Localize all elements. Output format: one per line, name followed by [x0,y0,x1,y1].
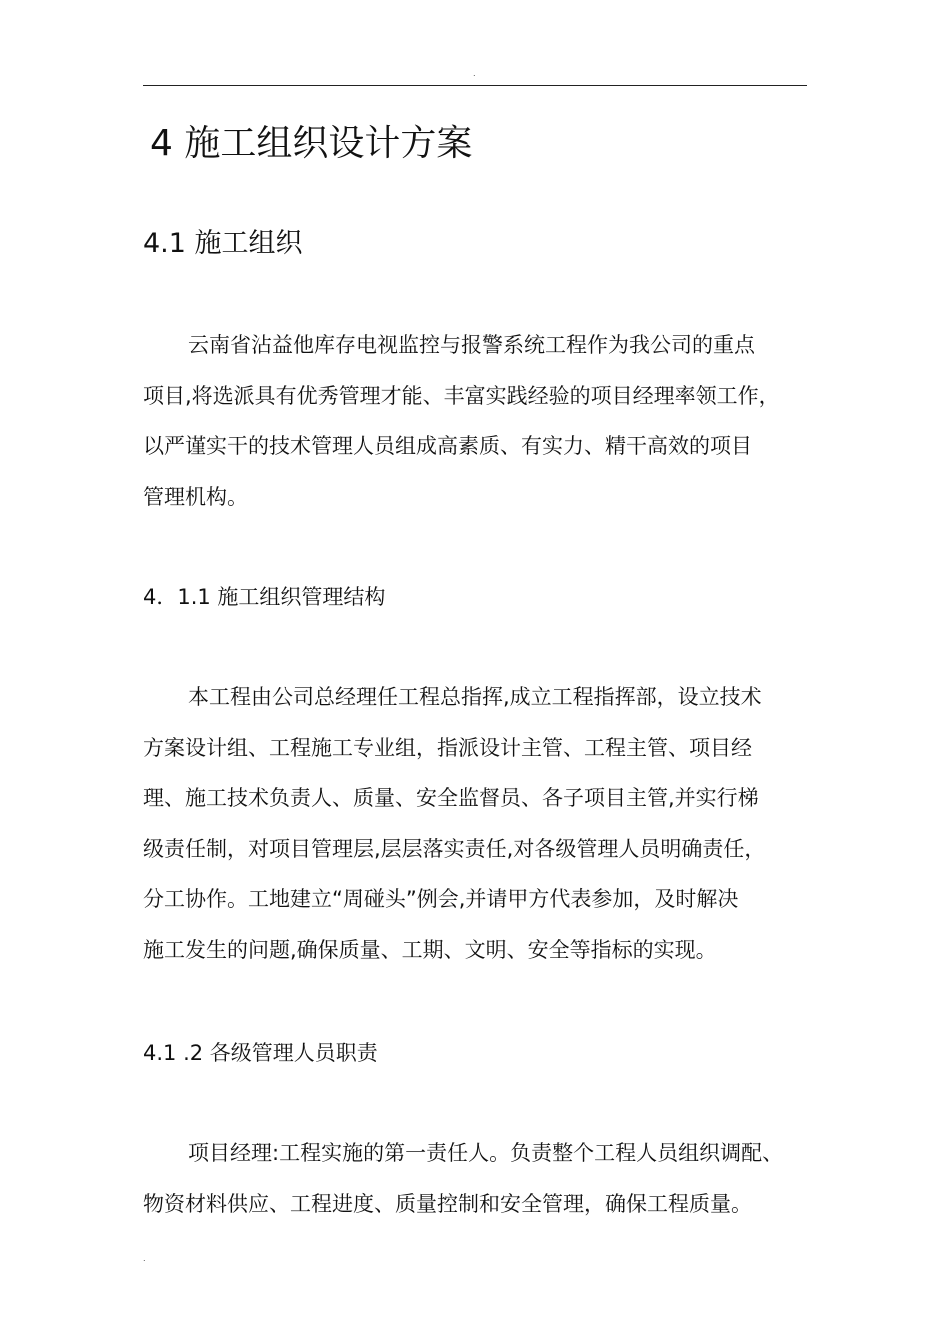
paragraph-line: 级责任制，对项目管理层,层层落实责任,对各级管理人员明确责任， [143,836,766,861]
paragraph-duties [143,1128,811,1229]
section-title: 4.1 施工组织 [143,228,303,259]
paragraph-line: 云南省沾益他库存电视监控与报警系统工程作为我公司的重点 [188,333,755,357]
paragraph-intro [143,320,811,522]
paragraph-line: 本工程由公司总经理任工程总指挥,成立工程指挥部，设立技术 [188,685,762,709]
paragraph-line: 理、施工技术负责人、质量、安全监督员、各子项目主管,并实行梯 [143,786,759,810]
subsection-title-4-1-2: 4.1 .2 各级管理人员职责 [143,1041,378,1065]
paragraph-line: 方案设计组、工程施工专业组，指派设计主管、工程主管、项目经 [143,735,752,760]
paragraph-line: 以严谨实干的技术管理人员组成高素质、有实力、精干高效的项目 [143,434,752,458]
header-rule [143,85,807,86]
paragraph-line: 分工协作。工地建立“周碰头”例会,并请甲方代表参加，及时解决 [143,887,739,911]
paragraph-line: 管理机构。 [143,484,248,509]
footer-mark: . [143,1254,146,1263]
paragraph-line: 项目经理:工程实施的第一责任人。负责整个工程人员组织调配、 [188,1141,784,1165]
paragraph-line: 项目,将选派具有优秀管理才能、丰富实践经验的项目经理率领工作， [143,383,780,408]
chapter-title: 4 施工组织设计方案 [150,123,473,164]
paragraph-structure [143,672,811,975]
paragraph-line: 物资材料供应、工程进度、质量控制和安全管理，确保工程质量。 [143,1191,752,1216]
header-mark: . [473,69,476,78]
subsection-title-4-1-1: 4．1.1 施工组织管理结构 [143,585,386,609]
paragraph-line: 施工发生的问题,确保质量、工期、文明、安全等指标的实现。 [143,937,717,962]
